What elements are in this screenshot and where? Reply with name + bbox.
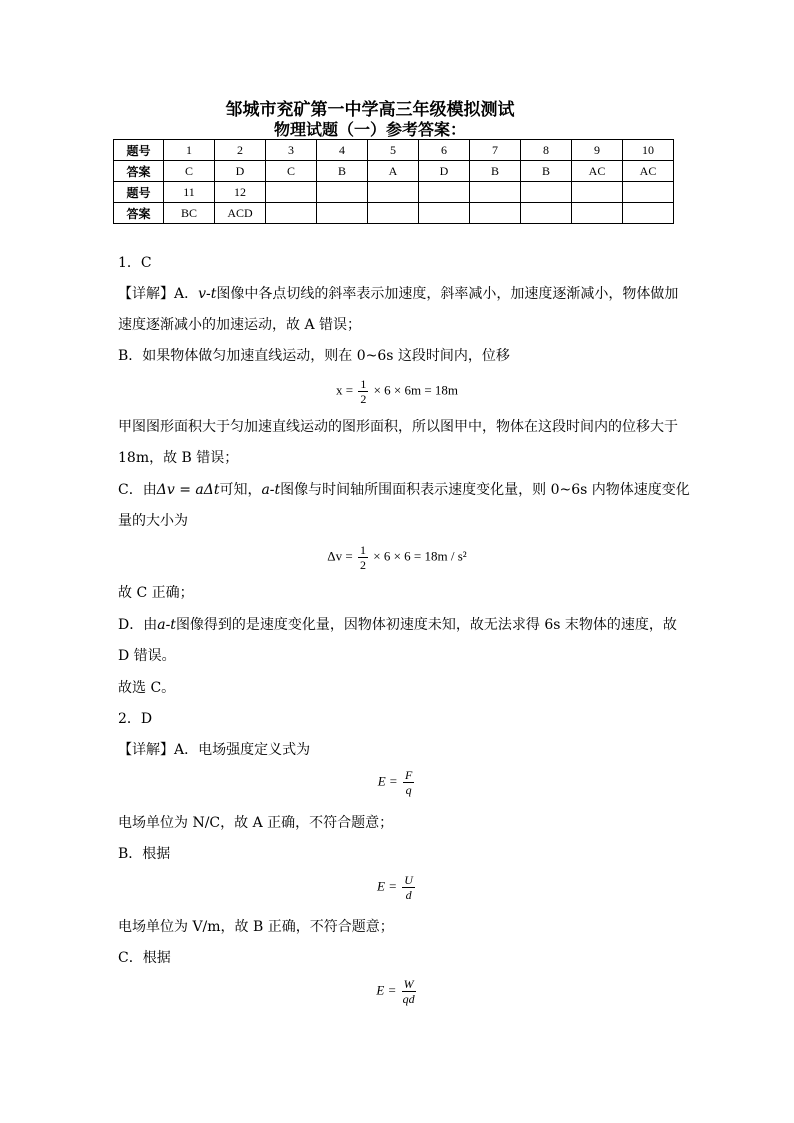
q2-b-formula [0, 873, 794, 902]
table-cell: 11 [164, 182, 215, 203]
table-cell: 3 [266, 140, 317, 161]
table-row [114, 203, 674, 224]
fraction [358, 377, 368, 406]
q1-option-b: B．如果物体做匀加速直线运动，则在 0~6s 这段时间内，位移 [118, 348, 510, 364]
row-label: 答案 [114, 203, 164, 224]
table-cell: A [368, 161, 419, 182]
table-cell [419, 182, 470, 203]
q1-c-mid: 可知， [219, 482, 262, 498]
q1-option-d [118, 616, 677, 634]
fraction [403, 768, 414, 797]
table-cell: AC [623, 161, 674, 182]
formula-right: × 6 × 6m = 18m [373, 382, 459, 398]
table-cell: AC [572, 161, 623, 182]
q1-conclusion: 故选 C。 [118, 680, 176, 696]
table-cell [368, 203, 419, 224]
q1-c-formula-block [0, 543, 794, 572]
q1-option-b-cont2: 18m，故 B 错误； [118, 450, 239, 466]
table-cell: C [266, 161, 317, 182]
denominator-text: d [405, 888, 412, 902]
q1-option-a-cont: 速度逐渐减小的加速运动，故 A 错误； [118, 317, 362, 333]
q1-a-var: v-t [198, 286, 217, 302]
q1-c-prefix: C．由 [118, 482, 157, 498]
fraction-numerator [402, 977, 416, 992]
q2-option-a: 【详解】A．电场强度定义式为 [118, 742, 311, 758]
q1-option-c [118, 481, 690, 499]
table-cell: B [317, 161, 368, 182]
q1-d-text: 图像得到的是速度变化量，因物体初速度未知，故无法求得 6s 末物体的速度，故 [175, 617, 677, 633]
table-cell [266, 182, 317, 203]
row-label: 题号 [114, 182, 164, 203]
table-cell [572, 203, 623, 224]
table-cell: BC [164, 203, 215, 224]
q2-option-b-cont: 电场单位为 V/m，故 B 正确，不符合题意； [118, 919, 394, 935]
numerator-text: W [403, 977, 414, 991]
table-cell: ACD [215, 203, 266, 224]
fraction-numerator [402, 873, 415, 888]
table-cell: D [215, 161, 266, 182]
table-cell [368, 182, 419, 203]
numerator-text: F [404, 768, 413, 782]
q1-d-prefix: D．由 [118, 617, 158, 633]
table-cell [470, 203, 521, 224]
q2-option-b: B．根据 [118, 846, 171, 862]
fraction-numerator: 1 [360, 543, 366, 557]
q1-d-var: a-t [157, 617, 176, 633]
table-cell [521, 182, 572, 203]
q1-option-c-cont2: 故 C 正确； [118, 585, 194, 601]
answer-table [113, 139, 674, 224]
answer-subtitle: 物理试题（一）参考答案： [273, 120, 466, 139]
fraction-denominator [403, 783, 414, 797]
table-cell: 5 [368, 140, 419, 161]
table-cell [521, 203, 572, 224]
table-row [114, 140, 674, 161]
school-title: 邹城市兖矿第一中学高三年级模拟测试 [225, 100, 515, 120]
row-label: 答案 [114, 161, 164, 182]
table-row [114, 161, 674, 182]
fraction-denominator: 2 [360, 392, 367, 406]
fraction [402, 873, 415, 902]
table-cell: 7 [470, 140, 521, 161]
table-cell: 8 [521, 140, 572, 161]
fraction-numerator [403, 768, 414, 783]
formula-right: × 6 × 6 = 18m / s² [373, 548, 467, 564]
fraction-numerator: 1 [360, 377, 367, 391]
denominator-text: qd [402, 992, 415, 1006]
table-cell: C [164, 161, 215, 182]
q1-c-text: 图像与时间轴所围面积表示速度变化量，则 0~6s 内物体速度变化 [280, 482, 690, 498]
table-cell [470, 182, 521, 203]
q1-a-text: 图像中各点切线的斜率表示加速度，斜率减小，加速度逐渐减小，物体做加 [216, 286, 679, 302]
denominator-text: q [405, 783, 412, 797]
q2-option-c: C．根据 [118, 950, 171, 966]
table-cell: 10 [623, 140, 674, 161]
table-cell: 6 [419, 140, 470, 161]
formula-left: E = [377, 773, 398, 789]
table-cell: 1 [164, 140, 215, 161]
formula-left: E = [376, 982, 397, 998]
formula-left: x = [335, 382, 354, 398]
table-cell [419, 203, 470, 224]
table-cell: B [470, 161, 521, 182]
q1-option-c-cont: 量的大小为 [118, 513, 188, 529]
q1-option-d-cont: D 错误。 [118, 648, 176, 664]
fraction-denominator [402, 992, 416, 1006]
table-cell [317, 203, 368, 224]
row-label: 题号 [114, 140, 164, 161]
table-cell [266, 203, 317, 224]
formula-left: Δv = [327, 548, 353, 564]
formula-left: E = [377, 878, 398, 894]
q1-option-b-cont: 甲图图形面积大于匀加速直线运动的图形面积，所以图甲中，物体在这段时间内的位移大于 [118, 419, 678, 435]
table-cell: D [419, 161, 470, 182]
q1-b-formula [0, 377, 794, 406]
table-cell: 4 [317, 140, 368, 161]
q1-c-var: a-t [261, 482, 281, 498]
table-cell: B [521, 161, 572, 182]
q2-c-formula [0, 977, 794, 1006]
table-row [114, 182, 674, 203]
table-cell: 9 [572, 140, 623, 161]
numerator-text: U [404, 873, 413, 887]
q2-a-formula [0, 768, 794, 797]
fraction [358, 543, 368, 572]
table-cell: 12 [215, 182, 266, 203]
table-cell [317, 182, 368, 203]
q2-heading: 2．D [118, 711, 153, 727]
fraction [402, 977, 416, 1006]
q1-option-a [118, 285, 678, 303]
fraction-denominator [402, 888, 415, 902]
q2-option-a-cont: 电场单位为 N/C，故 A 正确，不符合题意； [118, 815, 394, 831]
q1-c-formula: Δv = aΔt [156, 482, 220, 498]
q1-heading: 1．C [118, 255, 152, 271]
fraction-denominator: 2 [360, 558, 366, 572]
table-cell [623, 203, 674, 224]
q1-a-prefix: 【详解】A． [118, 286, 199, 302]
table-cell [623, 182, 674, 203]
table-cell [572, 182, 623, 203]
table-cell: 2 [215, 140, 266, 161]
